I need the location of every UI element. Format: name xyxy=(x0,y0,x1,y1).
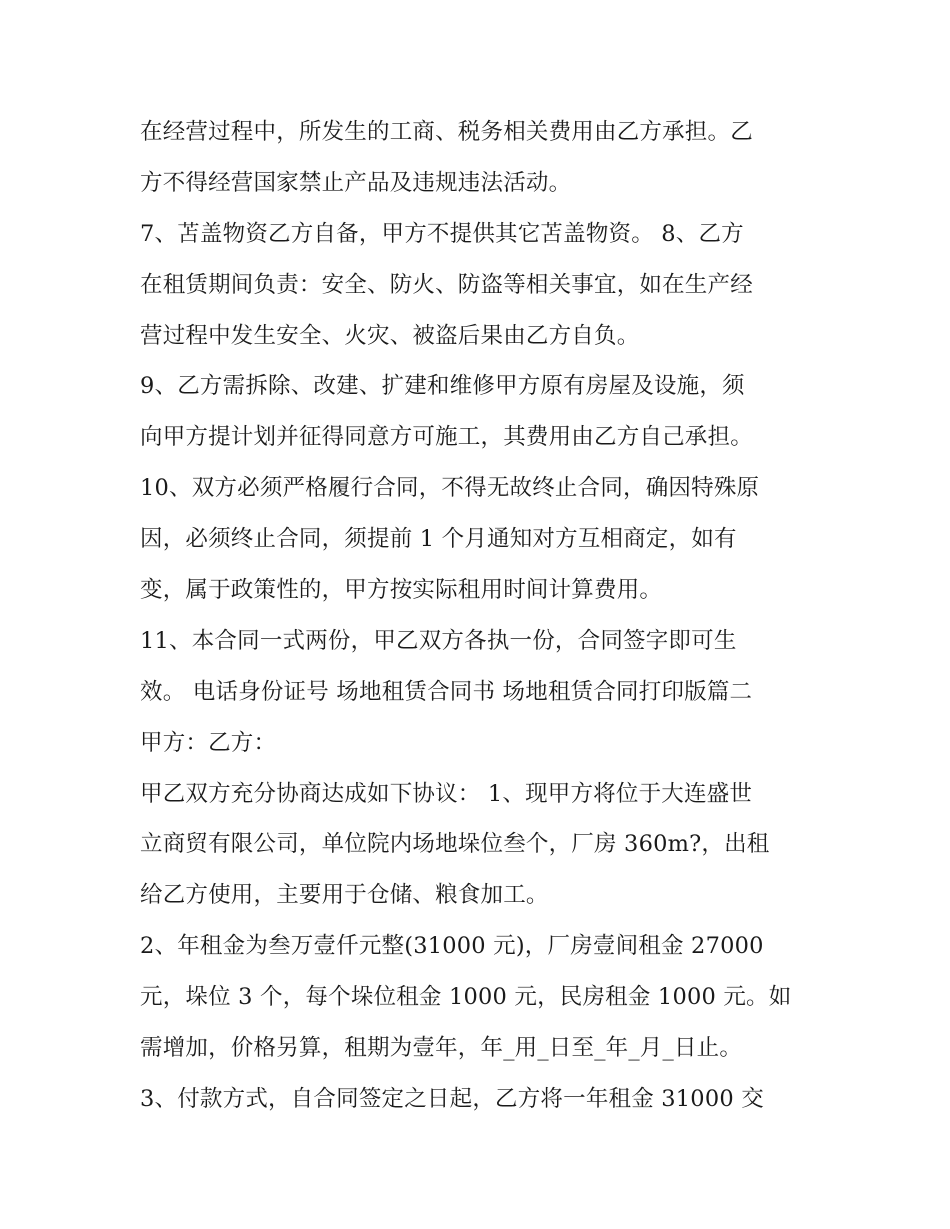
text-line: 10、双方必须严格履行合同，不得无故终止合同，确因特殊原 xyxy=(140,475,760,502)
text-line: 在经营过程中，所发生的工商、税务相关费用由乙方承担。乙 xyxy=(140,119,753,145)
text-line: 元，垛位 3 个，每个垛位租金 1000 元，民房租金 1000 元。如 xyxy=(140,984,792,1011)
text-line: 因，必须终止合同，须提前 1 个月通知对方互相商定，如有 xyxy=(140,526,737,553)
text-line: 方不得经营国家禁止产品及违规违法活动。 xyxy=(140,169,572,196)
text-line: 2、年租金为叁万壹仟元整(31000 元)，厂房壹间租金 27000 xyxy=(140,933,764,960)
text-line: 甲乙双方充分协商达成如下协议： 1、现甲方将位于大连盛世 xyxy=(140,780,753,807)
text-line: 向甲方提计划并征得同意方可施工，其费用由乙方自己承担。 xyxy=(140,424,753,451)
text-line: 营过程中发生安全、火灾、被盗后果由乙方自负。 xyxy=(140,322,640,349)
text-line: 变，属于政策性的，甲方按实际租用时间计算费用。 xyxy=(140,577,663,604)
text-line: 7、苫盖物资乙方自备，甲方不提供其它苫盖物资。 8、乙方 xyxy=(140,220,744,247)
text-line: 3、付款方式，自合同签定之日起，乙方将一年租金 31000 交 xyxy=(140,1085,764,1112)
text-line: 效。 电话身份证号 场地租赁合同书 场地租赁合同打印版篇二 xyxy=(140,678,753,705)
text-line: 立商贸有限公司，单位院内场地垛位叁个，厂房 360m?，出租 xyxy=(140,831,770,858)
document-body xyxy=(140,107,820,1125)
text-line: 11、本合同一式两份，甲乙双方各执一份，合同签字即可生 xyxy=(140,627,737,654)
text-line: 甲方：乙方： xyxy=(140,729,277,756)
text-line: 给乙方使用，主要用于仓储、粮食加工。 xyxy=(140,882,549,909)
text-line: 在租赁期间负责：安全、防火、防盗等相关事宜，如在生产经 xyxy=(140,271,753,298)
text-line: 需增加，价格另算，租期为壹年，年_用_日至_年_月_日止。 xyxy=(140,1035,743,1062)
text-line: 9、乙方需拆除、改建、扩建和维修甲方原有房屋及设施，须 xyxy=(140,373,745,400)
